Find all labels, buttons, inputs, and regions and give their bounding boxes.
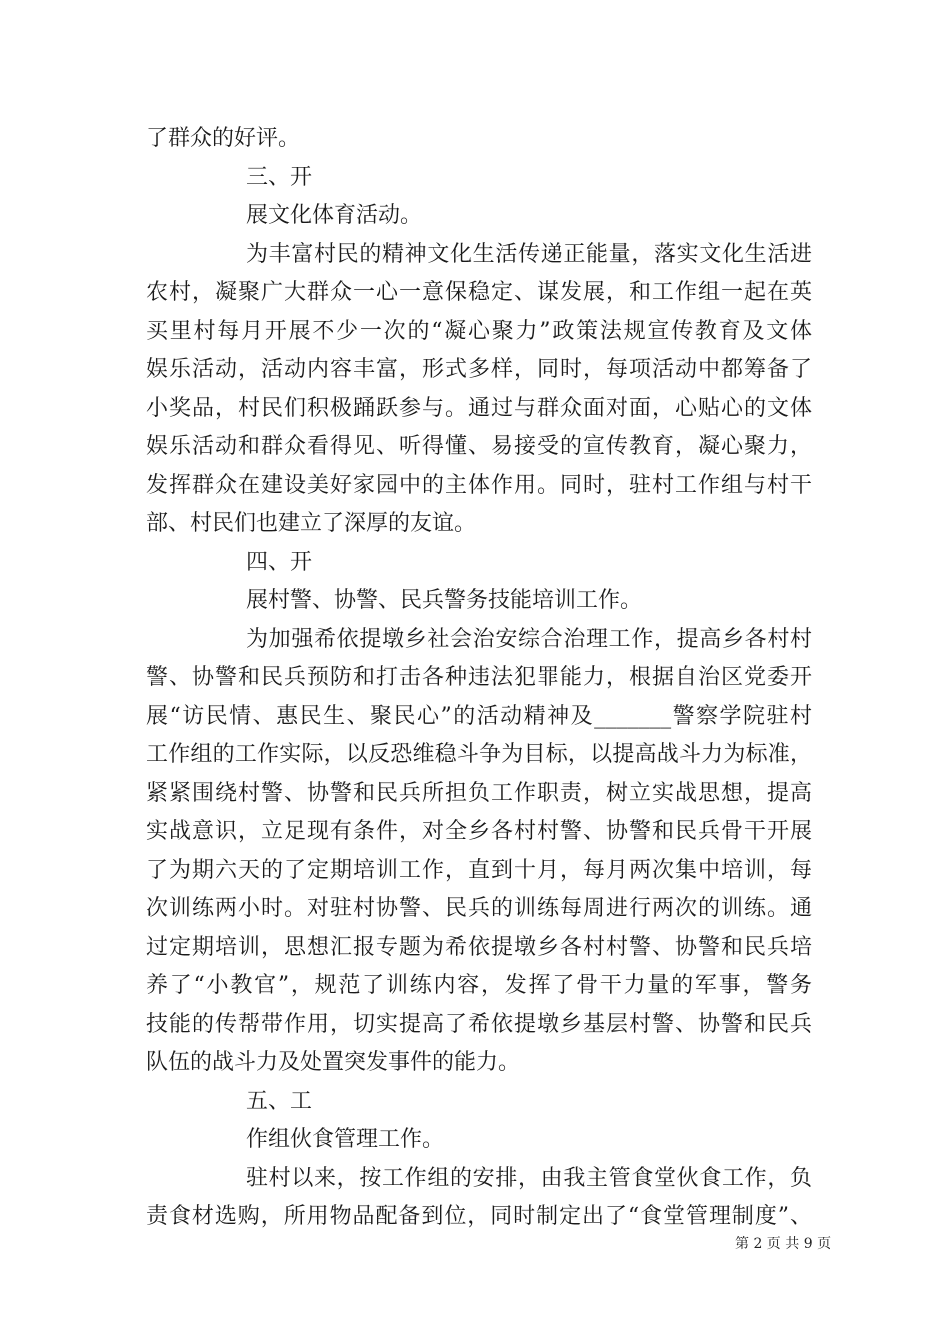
text-line: 买里村每月开展不少一次的“凝心聚力”政策法规宣传教育及文体 [146, 318, 812, 344]
text-line: 技能的传帮带作用，切实提高了希依提墩乡基层村警、协警和民兵 [146, 1011, 812, 1037]
text-line: 为丰富村民的精神文化生活传递正能量，落实文化生活进 [246, 241, 812, 267]
text-line: 部、村民们也建立了深厚的友谊。 [146, 511, 477, 536]
document-body [146, 120, 812, 1237]
text-line: 驻村以来，按工作组的安排，由我主管食堂伙食工作，负 [246, 1165, 812, 1191]
text-line: 展文化体育活动。 [246, 203, 423, 228]
text-line: 娱乐活动和群众看得见、听得懂、易接受的宣传教育，凝心聚力， [146, 434, 812, 459]
text-line: 小奖品，村民们积极踊跃参与。通过与群众面对面，心贴心的文体 [146, 395, 812, 421]
text-line: 过定期培训，思想汇报专题为希依提墩乡各村村警、协警和民兵培 [146, 934, 812, 960]
text-line: 娱乐活动，活动内容丰富，形式多样，同时，每项活动中都筹备了 [146, 357, 812, 382]
text-line: 四、开 [246, 549, 313, 575]
text-line: 警、协警和民兵预防和打击各种违法犯罪能力，根据自治区党委开 [146, 665, 812, 690]
text-line: 五、工 [246, 1088, 313, 1114]
text-line: 养了“小教官”，规范了训练内容，发挥了骨干力量的军事，警务 [146, 973, 812, 998]
text-line: 队伍的战斗力及处置突发事件的能力。 [146, 1050, 521, 1075]
page-footer: 第 2 页 共 9 页 [735, 1236, 832, 1252]
text-line: 作组伙食管理工作。 [246, 1127, 445, 1152]
text-line: 紧紧围绕村警、协警和民兵所担负工作职责，树立实战思想，提高 [146, 780, 812, 806]
text-line: 工作组的工作实际，以反恐维稳斗争为目标，以提高战斗力为标准， [146, 742, 812, 767]
text-line: 三、开 [246, 164, 313, 190]
text-line: 展“访民情、惠民生、聚民心”的活动精神及_______警察学院驻村 [146, 703, 812, 729]
text-line: 了群众的好评。 [146, 126, 301, 151]
text-line: 发挥群众在建设美好家园中的主体作用。同时，驻村工作组与村干 [146, 472, 812, 498]
text-line: 责食材选购，所用物品配备到位，同时制定出了“食堂管理制度”、 [146, 1204, 812, 1229]
text-line: 展村警、协警、民兵警务技能培训工作。 [246, 588, 643, 613]
text-line: 实战意识，立足现有条件，对全乡各村村警、协警和民兵骨干开展 [146, 819, 812, 844]
text-line: 次训练两小时。对驻村协警、民兵的训练每周进行两次的训练。通 [146, 896, 812, 921]
text-line: 农村，凝聚广大群众一心一意保稳定、谋发展，和工作组一起在英 [146, 280, 812, 305]
text-line: 为加强希依提墩乡社会治安综合治理工作，提高乡各村村 [246, 626, 812, 652]
text-line: 了为期六天的了定期培训工作，直到十月，每月两次集中培训，每 [146, 857, 812, 883]
